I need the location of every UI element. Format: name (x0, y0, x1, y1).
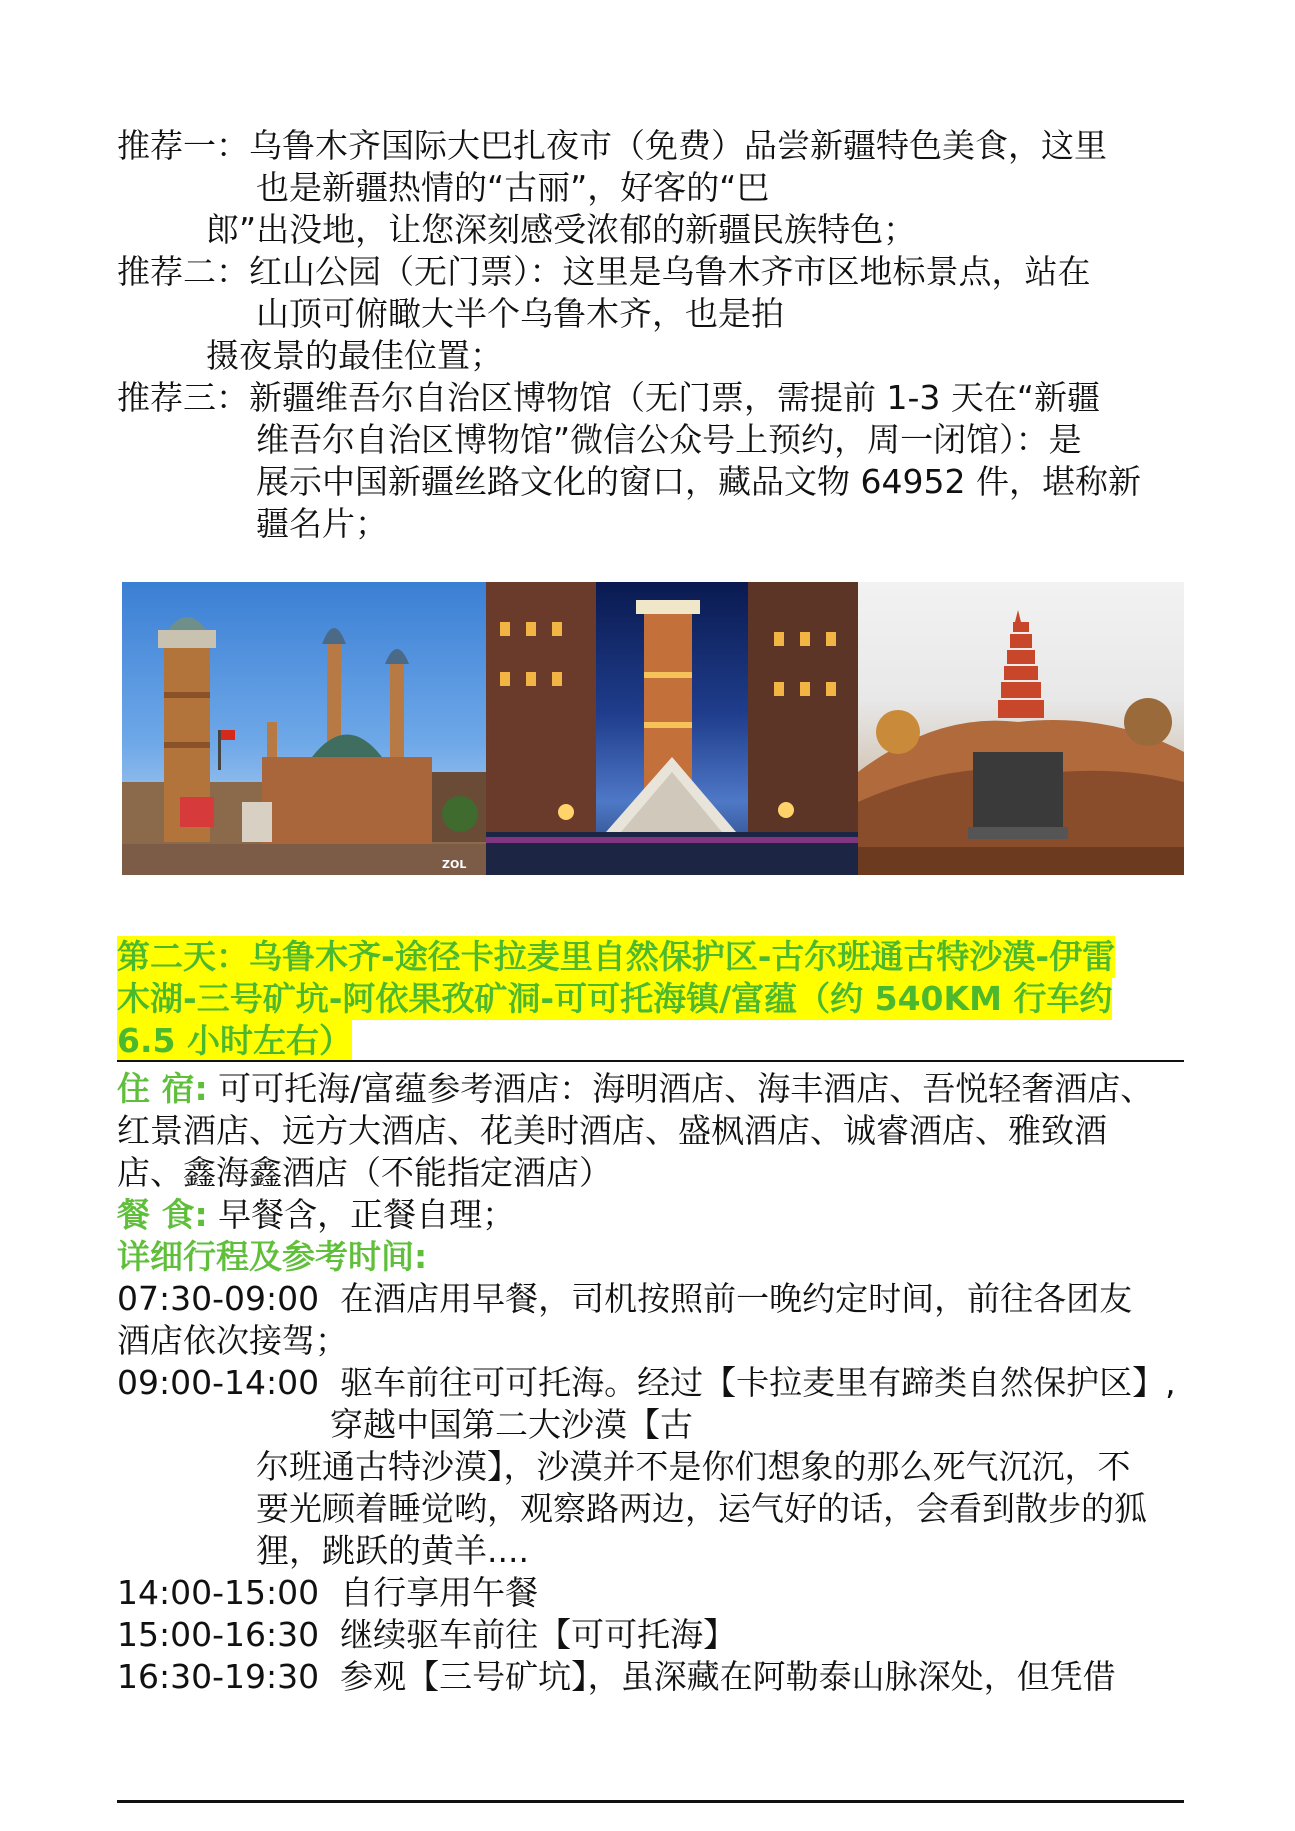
day2-title-line2: 木湖-三号矿坑-阿依果孜矿洞-可可托海镇/富蕴（约 540KM 行车约 (117, 979, 1113, 1018)
meal-text: 早餐含，正餐自理； (207, 1195, 516, 1234)
recommendation-1 (117, 125, 1107, 167)
schedule-item-2-tail2: 要光顾着睡觉哟，观察路两边，运气好的话，会看到散步的狐 (256, 1489, 1147, 1528)
recommendation-3-line4: 疆名片； (256, 504, 388, 543)
lodging-line3: 店、鑫海鑫酒店（不能指定酒店） (117, 1153, 612, 1192)
recommendation-2-line2: 山顶可俯瞰大半个乌鲁木齐，也是拍 (256, 294, 784, 333)
recommendation-3 (117, 377, 1100, 419)
lodging-label: 住 宿: (117, 1069, 208, 1108)
schedule-item-2-tail3: 狸，跳跃的黄羊.... (256, 1531, 529, 1570)
schedule-time: 16:30-19:30 (117, 1657, 320, 1696)
recommendation-label: 推荐一： (117, 126, 249, 165)
schedule-text: 在酒店用早餐，司机按照前一晚约定时间，前往各团友 (340, 1279, 1133, 1318)
photo-grand-bazaar-night (486, 582, 858, 875)
meal-label: 餐 食: (117, 1195, 208, 1234)
recommendation-text: 红山公园（无门票）：这里是乌鲁木齐市区地标景点，站在 (249, 252, 1091, 291)
schedule-item-1-tail: 酒店依次接驾； (117, 1321, 348, 1360)
schedule-time: 07:30-09:00 (117, 1279, 320, 1318)
schedule-time: 14:00-15:00 (117, 1573, 320, 1612)
photo-strip (122, 582, 1184, 875)
schedule-text: 继续驱车前往【可可托海】 (340, 1615, 737, 1654)
meal-line (117, 1194, 515, 1236)
recommendation-3-line2: 维吾尔自治区博物馆”微信公众号上预约，周一闭馆）：是 (256, 420, 1082, 459)
photo-grand-bazaar-day-illustration (122, 582, 486, 875)
schedule-item-2 (117, 1362, 1176, 1404)
photo-watermark: ZOL (442, 858, 467, 871)
lodging-text: 可可托海/富蕴参考酒店：海明酒店、海丰酒店、吾悦轻奢酒店、 (207, 1069, 1154, 1108)
photo-grand-bazaar-day (122, 582, 486, 875)
day2-title-line1: 第二天：乌鲁木齐-途径卡拉麦里自然保护区-古尔班通古特沙漠-伊雷 (117, 937, 1116, 976)
recommendation-1-line2: 也是新疆热情的“古丽”，好客的“巴 (256, 168, 770, 207)
schedule-item-3 (117, 1572, 538, 1614)
photo-grand-bazaar-night-illustration (486, 582, 858, 875)
recommendation-label: 推荐三： (117, 378, 249, 417)
lodging-line2: 红景酒店、远方大酒店、花美时酒店、盛枫酒店、诚睿酒店、雅致酒 (117, 1111, 1107, 1150)
schedule-item-2-line2: 穿越中国第二大沙漠【古 (330, 1405, 693, 1444)
schedule-item-4 (117, 1614, 736, 1656)
recommendation-label: 推荐二： (117, 252, 249, 291)
schedule-item-2-tail1: 尔班通古特沙漠】，沙漠并不是你们想象的那么死气沉沉，不 (256, 1447, 1131, 1486)
recommendation-text: 乌鲁木齐国际大巴扎夜市（免费）品尝新疆特色美食，这里 (249, 126, 1107, 165)
schedule-item-1 (117, 1278, 1132, 1320)
schedule-text: 驱车前往可可托海。经过【卡拉麦里有蹄类自然保护区】, (340, 1363, 1176, 1402)
schedule-time: 15:00-16:30 (117, 1615, 320, 1654)
recommendation-text: 新疆维吾尔自治区博物馆（无门票，需提前 1-3 天在“新疆 (249, 378, 1100, 417)
photo-hongshan-park (858, 582, 1184, 875)
schedule-time: 09:00-14:00 (117, 1363, 320, 1402)
recommendation-1-tail: 郎”出没地，让您深刻感受浓郁的新疆民族特色； (206, 210, 917, 249)
recommendation-2-tail: 摄夜景的最佳位置； (206, 336, 503, 375)
itinerary-heading: 详细行程及参考时间: (117, 1237, 428, 1276)
day2-title-line3: 6.5 小时左右） (117, 1021, 352, 1060)
photo-hongshan-park-illustration (858, 582, 1184, 875)
schedule-text: 参观【三号矿坑】，虽深藏在阿勒泰山脉深处，但凭借 (340, 1657, 1116, 1696)
schedule-text: 自行享用午餐 (340, 1573, 539, 1612)
recommendation-3-line3: 展示中国新疆丝路文化的窗口，藏品文物 64952 件，堪称新 (256, 462, 1141, 501)
lodging-line1 (117, 1068, 1153, 1110)
footer-rule (117, 1800, 1184, 1803)
title-underline (117, 1060, 1184, 1062)
recommendation-2 (117, 251, 1091, 293)
schedule-item-5 (117, 1656, 1116, 1698)
